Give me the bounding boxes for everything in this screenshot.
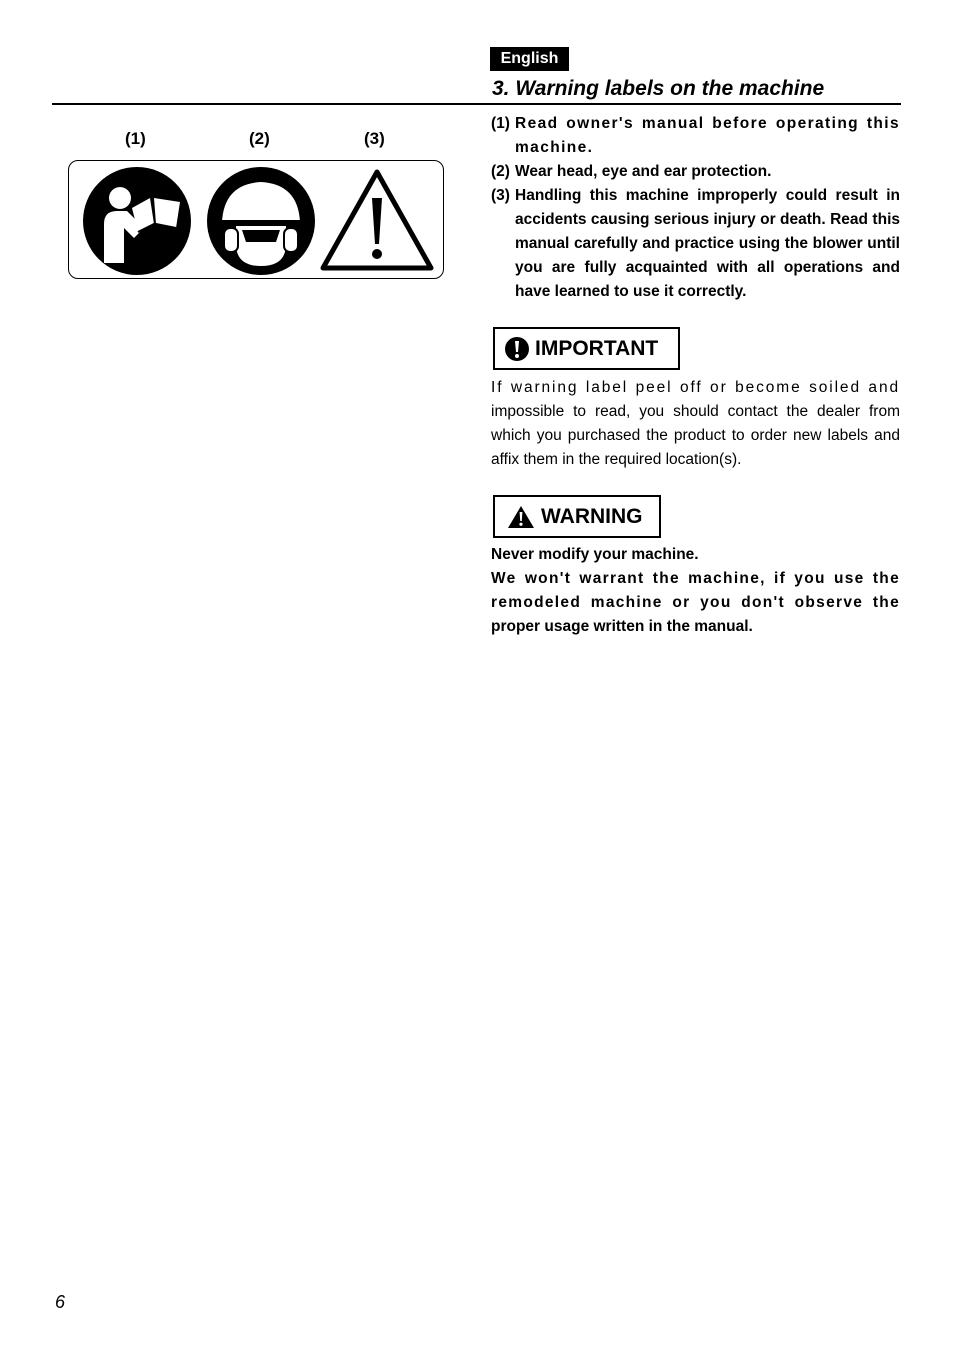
item-number: (2)	[491, 163, 510, 180]
item-number: (3)	[491, 187, 510, 204]
important-text-line-1: If warning label peel off or become soiled and	[491, 379, 900, 396]
warning-labels-figure	[68, 160, 444, 279]
label-number-3: (3)	[364, 129, 385, 148]
head-eye-ear-protection-icon	[206, 166, 316, 276]
language-badge: English	[490, 47, 569, 71]
warning-text	[491, 543, 900, 639]
warning-title: WARNING	[541, 504, 643, 528]
list-item	[491, 160, 900, 184]
important-title: IMPORTANT	[535, 336, 659, 360]
warning-text-line-1: Never modify your machine.	[491, 546, 699, 563]
label-number-2: (2)	[249, 129, 270, 148]
list-item	[491, 184, 900, 304]
warning-text-line-2-end: proper usage written in the manual.	[491, 618, 753, 635]
item-text: Read owner's manual before operating this machine.	[515, 115, 900, 156]
warning-triangle-small-icon	[507, 505, 535, 529]
warning-text-line-2: We won't warrant the machine, if you use the remodeled machine or you don't observe the	[491, 570, 900, 611]
item-text: Wear head, eye and ear protection.	[515, 163, 772, 180]
page-number: 6	[55, 1292, 66, 1312]
list-item	[491, 112, 900, 160]
item-text: Handling this machine improperly could result in accidents causing serious injury or death. Read this manual carefully and practice using the blower until you are fully acquainted with all operations and have learned to use it correctly.	[515, 187, 900, 300]
header-rule	[52, 103, 901, 105]
warning-triangle-icon	[319, 168, 435, 272]
warning-text-rest	[491, 567, 900, 639]
important-text-rest: impossible to read, you should contact the dealer from which you purchased the product to order new labels and affix them in the required location(s).	[491, 403, 900, 468]
label-number-1: (1)	[125, 129, 146, 148]
important-text	[491, 376, 900, 472]
section-title: 3. Warning labels on the machine	[492, 77, 825, 100]
exclamation-icon	[505, 337, 529, 361]
label-descriptions	[491, 112, 900, 304]
item-number: (1)	[491, 115, 510, 132]
warning-heading	[493, 495, 661, 538]
important-heading	[493, 327, 680, 370]
read-manual-icon	[82, 166, 192, 276]
